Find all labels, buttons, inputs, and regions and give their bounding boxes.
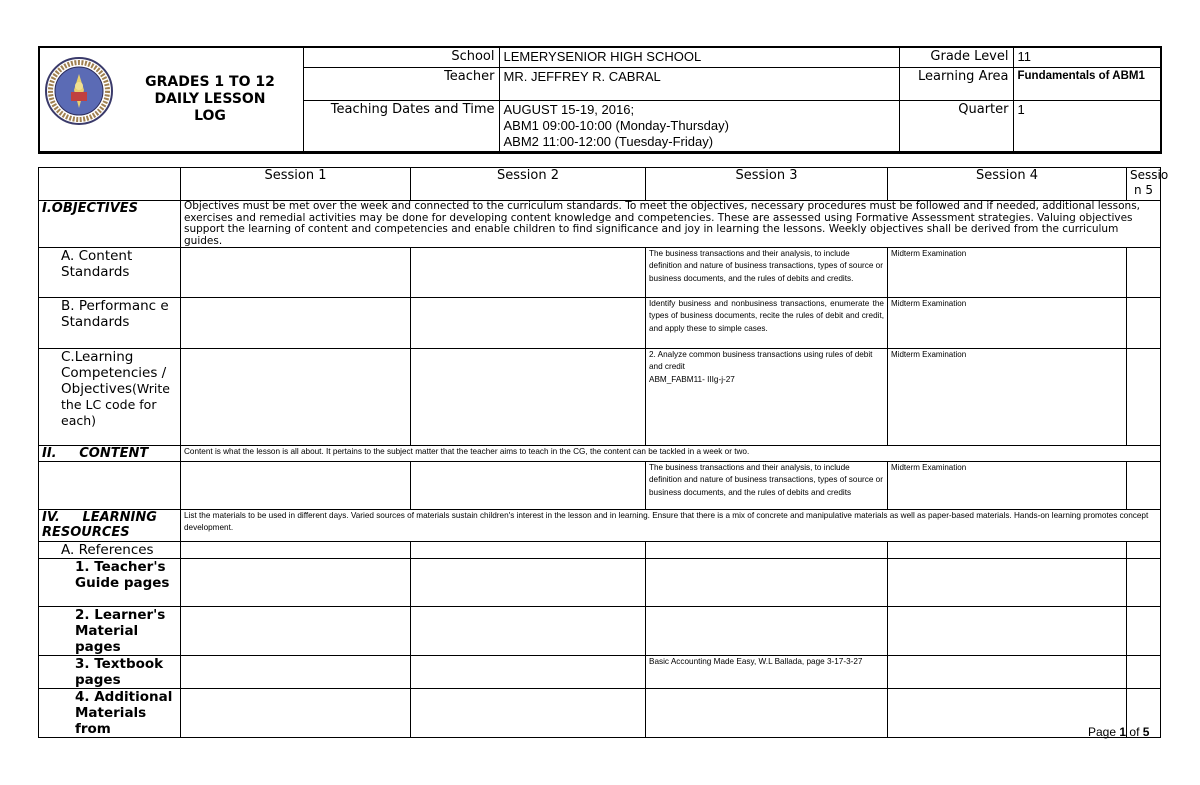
of-word: of xyxy=(1129,725,1140,739)
additional-materials-s3 xyxy=(646,689,888,738)
school-value: LEMERYSENIOR HIGH SCHOOL xyxy=(499,47,899,67)
content-description: Content is what the lesson is all about. It pertains to the subject matter that the teacher aims to teach in the CG, the content can be tackled in a week or two. xyxy=(181,446,1161,462)
textbook-s3: Basic Accounting Made Easy, W.L Ballada, page 3-17-3-27 xyxy=(646,656,888,689)
learning-competencies-s5 xyxy=(1127,349,1161,446)
teachers-guide-s3 xyxy=(646,559,888,607)
teaching-dates-value xyxy=(499,100,899,152)
teachers-guide-s2 xyxy=(411,559,646,607)
sessions-header-row xyxy=(39,168,1161,201)
content-detail-s4: Midterm Examination xyxy=(888,462,1127,510)
content-detail-row xyxy=(39,462,1161,510)
dates-line-1: AUGUST 15-19, 2016; xyxy=(503,101,635,117)
teacher-label: Teacher xyxy=(303,67,499,100)
references-s2 xyxy=(411,542,646,559)
teachers-guide-row xyxy=(39,559,1161,607)
title-line-1: GRADES 1 TO 12 xyxy=(145,74,275,90)
header-logo-cell xyxy=(39,47,303,152)
performance-standards-s3: Identify business and nonbusiness transactions, enumerate the types of business documents, recite the rules of debit and credit, and apply these to simple cases. xyxy=(646,298,888,349)
learners-material-s1 xyxy=(181,607,411,656)
objectives-label: I.OBJECTIVES xyxy=(39,201,181,248)
school-label: School xyxy=(303,47,499,67)
title-line-3: LOG xyxy=(194,108,226,124)
teachers-guide-s5 xyxy=(1127,559,1161,607)
learning-competencies-row xyxy=(39,349,1161,446)
content-detail-label xyxy=(39,462,181,510)
learners-material-s3 xyxy=(646,607,888,656)
references-s1 xyxy=(181,542,411,559)
content-standards-label: A. Content Standards xyxy=(39,248,181,298)
content-detail-s3: The business transactions and their analysis, to include definition and nature of business transactions, types of source or business documents, and the rules of debits and credits xyxy=(646,462,888,510)
dates-line-2: ABM1 09:00-10:00 (Monday-Thursday) xyxy=(503,117,729,133)
page-number xyxy=(1088,725,1149,739)
learning-competencies-label xyxy=(39,349,181,446)
content-standards-s2 xyxy=(411,248,646,298)
title-line-2: DAILY LESSON xyxy=(154,91,266,107)
lc-s3-text: 2. Analyze common business transactions using rules of debit and credit xyxy=(649,350,873,372)
session-5-header: Sessio n 5 xyxy=(1127,168,1161,201)
learning-competencies-s3 xyxy=(646,349,888,446)
learners-material-s5 xyxy=(1127,607,1161,656)
textbook-s1 xyxy=(181,656,411,689)
learning-competencies-s1 xyxy=(181,349,411,446)
learners-material-label: 2. Learner's Material pages xyxy=(39,607,181,656)
session-1-header: Session 1 xyxy=(181,168,411,201)
textbook-s4 xyxy=(888,656,1127,689)
learners-material-s2 xyxy=(411,607,646,656)
grade-level-value: 11 xyxy=(1013,47,1161,67)
content-detail-s2 xyxy=(411,462,646,510)
content-detail-s5 xyxy=(1127,462,1161,510)
teacher-value: MR. JEFFREY R. CABRAL xyxy=(499,67,899,100)
content-row xyxy=(39,446,1161,462)
page-word: Page xyxy=(1088,725,1117,739)
performance-standards-s5 xyxy=(1127,298,1161,349)
lc-label-note: (Write the LC code for each) xyxy=(61,381,170,428)
lc-label-main: C.Learning Competencies / Objectives xyxy=(61,349,167,397)
page-total: 5 xyxy=(1142,725,1150,739)
textbook-s5 xyxy=(1127,656,1161,689)
learners-material-s4 xyxy=(888,607,1127,656)
learning-resources-description: List the materials to be used in different days. Varied sources of materials sustain children's interest in the lesson and in learning. Ensure that there is a mix of concrete and manipulative materials as well as paper-based materials. Hands-on learning promotes concept development. xyxy=(181,510,1161,542)
session-4-header: Session 4 xyxy=(888,168,1127,201)
learning-resources-row xyxy=(39,510,1161,542)
teachers-guide-label: 1. Teacher's Guide pages xyxy=(39,559,181,607)
page-title xyxy=(130,74,290,125)
teachers-guide-s4 xyxy=(888,559,1127,607)
learning-competencies-s4: Midterm Examination xyxy=(888,349,1127,446)
content-standards-s5 xyxy=(1127,248,1161,298)
performance-standards-s4: Midterm Examination xyxy=(888,298,1127,349)
quarter-label: Quarter xyxy=(899,100,1013,152)
content-label: II. CONTENT xyxy=(39,446,181,462)
additional-materials-s1 xyxy=(181,689,411,738)
textbook-row xyxy=(39,656,1161,689)
references-s3 xyxy=(646,542,888,559)
teaching-dates-label: Teaching Dates and Time xyxy=(303,100,499,152)
header-table xyxy=(38,46,1162,154)
learning-competencies-s2 xyxy=(411,349,646,446)
references-s5 xyxy=(1127,542,1161,559)
teachers-guide-s1 xyxy=(181,559,411,607)
content-standards-s1 xyxy=(181,248,411,298)
additional-materials-s2 xyxy=(411,689,646,738)
session-2-header: Session 2 xyxy=(411,168,646,201)
additional-materials-row xyxy=(39,689,1161,738)
additional-materials-label: 4. Additional Materials from xyxy=(39,689,181,738)
deped-seal-icon xyxy=(44,56,114,126)
lc-s3-code: ABM_FABM11- IIIg-j-27 xyxy=(649,374,735,384)
quarter-value: 1 xyxy=(1013,100,1161,152)
content-standards-s4: Midterm Examination xyxy=(888,248,1127,298)
content-detail-s1 xyxy=(181,462,411,510)
learning-area-label: Learning Area xyxy=(899,67,1013,100)
learning-resources-label: IV. LEARNING RESOURCES xyxy=(39,510,181,542)
textbook-s2 xyxy=(411,656,646,689)
performance-standards-s1 xyxy=(181,298,411,349)
performance-standards-s2 xyxy=(411,298,646,349)
grade-level-label: Grade Level xyxy=(899,47,1013,67)
content-standards-s3: The business transactions and their analysis, to include definition and nature of business transactions, types of source or business documents, and the rules of debits and credits. xyxy=(646,248,888,298)
corner-cell xyxy=(39,168,181,201)
references-label: A. References xyxy=(39,542,181,559)
references-row xyxy=(39,542,1161,559)
content-standards-row xyxy=(39,248,1161,298)
page-current: 1 xyxy=(1119,725,1127,739)
learning-area-value: Fundamentals of ABM1 xyxy=(1013,67,1161,100)
performance-standards-row xyxy=(39,298,1161,349)
lesson-log-table xyxy=(38,167,1169,738)
objectives-row xyxy=(39,201,1161,248)
textbook-label: 3. Textbook pages xyxy=(39,656,181,689)
performance-standards-label: B. Performanc e Standards xyxy=(39,298,181,349)
references-s4 xyxy=(888,542,1127,559)
dates-line-3: ABM2 11:00-12:00 (Tuesday-Friday) xyxy=(503,133,714,149)
objectives-description: Objectives must be met over the week and connected to the curriculum standards. To meet the objectives, necessary procedures must be followed and if needed, additional lessons, exercises and remedial activities may be done for developing content knowledge and competencies. These are assessed using Formative Assessment strategies. Valuing objectives support the learning of content and competencies and enable children to find significance and joy in learning the lessons. Weekly objectives shall be derived from the curriculum guides. xyxy=(181,201,1161,248)
learners-material-row xyxy=(39,607,1161,656)
session-3-header: Session 3 xyxy=(646,168,888,201)
